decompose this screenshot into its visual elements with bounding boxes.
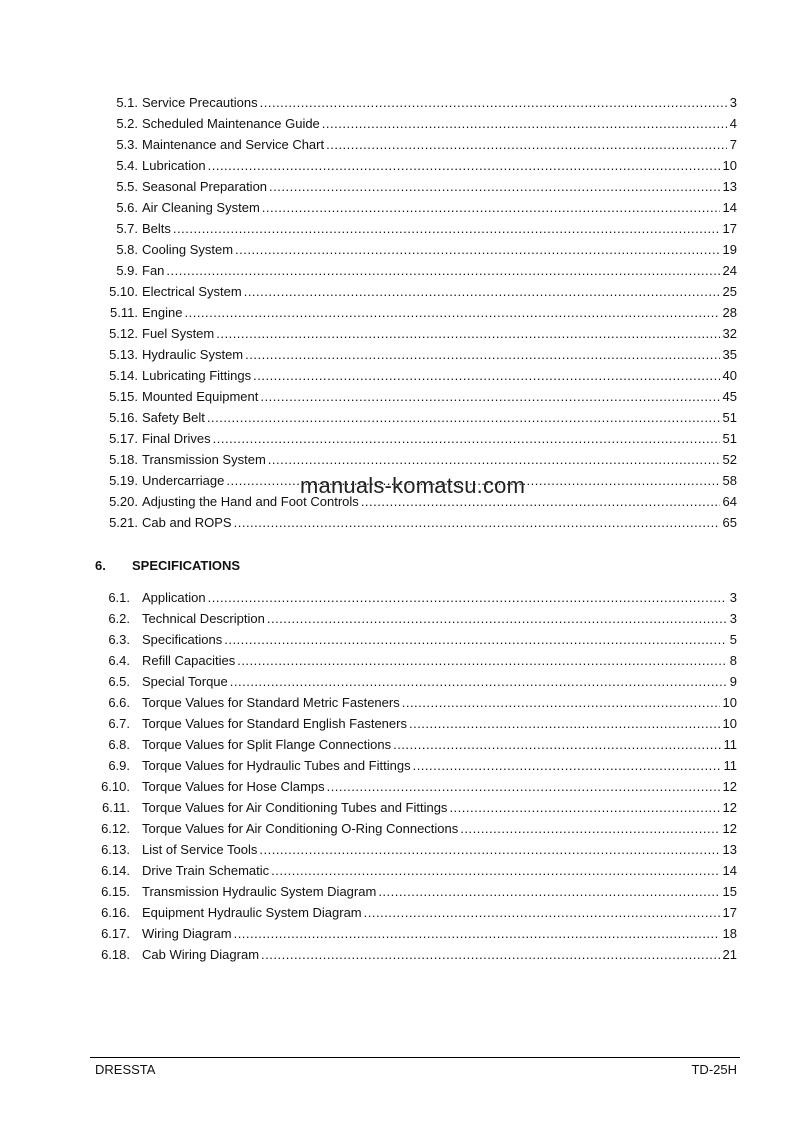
entry-title: Transmission System (142, 452, 266, 467)
toc-entry[interactable] (0, 386, 793, 407)
entry-title: Mounted Equipment (142, 389, 259, 404)
toc-entry[interactable] (0, 407, 793, 428)
entry-title: Torque Values for Hydraulic Tubes and Fittings (142, 758, 411, 773)
toc-entry[interactable] (0, 281, 793, 302)
entry-title: Adjusting the Hand and Foot Controls (142, 494, 359, 509)
dot-leader (409, 713, 720, 734)
dot-leader (460, 818, 719, 839)
entry-number: 6.7. (108, 716, 130, 731)
entry-title: Wiring Diagram (142, 926, 232, 941)
entry-page: 58 (722, 473, 737, 488)
dot-leader (261, 944, 719, 965)
entry-title: Fan (142, 263, 165, 278)
toc-entry[interactable] (0, 302, 793, 323)
toc-entry[interactable] (0, 92, 793, 113)
entry-title: Torque Values for Standard English Fasteners (142, 716, 407, 731)
entry-title: Torque Values for Air Conditioning O-Ring Connections (142, 821, 459, 836)
entry-page: 9 (729, 674, 737, 689)
entry-page: 12 (722, 779, 737, 794)
entry-title: Belts (142, 221, 171, 236)
entry-number: 6.2. (108, 611, 130, 626)
entry-page: 15 (722, 884, 737, 899)
entry-title: Service Precautions (142, 95, 258, 110)
dot-leader (230, 671, 727, 692)
dot-leader (364, 902, 720, 923)
entry-page: 32 (722, 326, 737, 341)
entry-number: 5.14. (109, 368, 138, 383)
entry-number: 5.1. (116, 95, 138, 110)
toc-entry[interactable] (0, 902, 793, 923)
entry-page: 10 (722, 716, 737, 731)
dot-leader (378, 881, 719, 902)
entry-page: 28 (722, 305, 737, 320)
dot-leader (322, 113, 727, 134)
toc-entry[interactable] (0, 776, 793, 797)
toc-entry[interactable] (0, 113, 793, 134)
entry-title: Specifications (142, 632, 223, 647)
toc-entry[interactable] (0, 365, 793, 386)
dot-leader (216, 323, 719, 344)
entry-page: 40 (722, 368, 737, 383)
entry-page: 64 (722, 494, 737, 509)
entry-number: 6.13. (101, 842, 130, 857)
entry-title: Drive Train Schematic (142, 863, 270, 878)
entry-number: 5.19. (109, 473, 138, 488)
entry-title: Torque Values for Standard Metric Fasteners (142, 695, 400, 710)
entry-page: 17 (722, 905, 737, 920)
dot-leader (224, 629, 727, 650)
toc-entry[interactable] (0, 629, 793, 650)
dot-leader (262, 197, 720, 218)
toc-entry[interactable] (0, 818, 793, 839)
dot-leader (166, 260, 719, 281)
entry-number: 5.18. (109, 452, 138, 467)
dot-leader (393, 734, 720, 755)
toc-entry[interactable] (0, 692, 793, 713)
dot-leader (449, 797, 719, 818)
entry-title: Refill Capacities (142, 653, 236, 668)
dot-leader (269, 176, 720, 197)
entry-number: 5.10. (109, 284, 138, 299)
entry-page: 25 (722, 284, 737, 299)
toc-entry[interactable] (0, 839, 793, 860)
entry-title: Transmission Hydraulic System Diagram (142, 884, 377, 899)
entry-number: 6.15. (101, 884, 130, 899)
entry-page: 7 (729, 137, 737, 152)
entry-title: Equipment Hydraulic System Diagram (142, 905, 362, 920)
entry-page: 19 (722, 242, 737, 257)
entry-number: 6.9. (108, 758, 130, 773)
toc-entry[interactable] (0, 671, 793, 692)
toc-entry[interactable] (0, 881, 793, 902)
entry-page: 4 (729, 116, 737, 131)
toc-entry[interactable] (0, 587, 793, 608)
entry-page: 14 (722, 200, 737, 215)
section-number: 6. (95, 558, 106, 573)
entry-page: 3 (729, 611, 737, 626)
footer-model: TD-25H (691, 1062, 737, 1077)
entry-page: 10 (722, 158, 737, 173)
dot-leader (260, 92, 727, 113)
toc-entry[interactable] (0, 197, 793, 218)
entry-page: 13 (722, 842, 737, 857)
entry-title: Cooling System (142, 242, 234, 257)
toc-entry[interactable] (0, 449, 793, 470)
entry-title: Maintenance and Service Chart (142, 137, 325, 152)
entry-page: 5 (729, 632, 737, 647)
toc-entry[interactable] (0, 176, 793, 197)
entry-title: List of Service Tools (142, 842, 258, 857)
toc-entry[interactable] (0, 428, 793, 449)
entry-page: 12 (722, 800, 737, 815)
entry-page: 51 (722, 431, 737, 446)
entry-page: 17 (722, 221, 737, 236)
entry-page: 3 (729, 590, 737, 605)
dot-leader (259, 839, 719, 860)
entry-title: Technical Description (142, 611, 265, 626)
toc-entry[interactable] (0, 944, 793, 965)
toc-entry[interactable] (0, 734, 793, 755)
entry-page: 13 (722, 179, 737, 194)
dot-leader (208, 155, 720, 176)
toc-entry[interactable] (0, 134, 793, 155)
toc-entry[interactable] (0, 923, 793, 944)
entry-number: 5.8. (116, 242, 138, 257)
entry-title: Torque Values for Air Conditioning Tubes and Fittings (142, 800, 448, 815)
dot-leader (267, 608, 727, 629)
entry-page: 11 (723, 737, 737, 752)
entry-number: 5.13. (109, 347, 138, 362)
entry-number: 6.12. (101, 821, 130, 836)
toc-entry[interactable] (0, 512, 793, 533)
entry-number: 5.9. (116, 263, 138, 278)
entry-number: 5.2. (116, 116, 138, 131)
entry-title: Scheduled Maintenance Guide (142, 116, 320, 131)
toc-entry[interactable] (0, 155, 793, 176)
dot-leader (268, 449, 720, 470)
entry-title: Special Torque (142, 674, 228, 689)
entry-number: 5.4. (116, 158, 138, 173)
entry-number: 6.10. (101, 779, 130, 794)
dot-leader (244, 281, 720, 302)
entry-number: 5.12. (109, 326, 138, 341)
dot-leader (207, 407, 720, 428)
toc-entry[interactable] (0, 713, 793, 734)
dot-leader (173, 218, 720, 239)
toc-entry[interactable] (0, 218, 793, 239)
entry-number: 6.11. (102, 800, 130, 815)
entry-page: 51 (722, 410, 737, 425)
entry-number: 6.16. (101, 905, 130, 920)
entry-title: Hydraulic System (142, 347, 244, 362)
toc-entry[interactable] (0, 260, 793, 281)
entry-page: 52 (722, 452, 737, 467)
dot-leader (326, 134, 727, 155)
entry-number: 5.6. (116, 200, 138, 215)
entry-number: 6.6. (108, 695, 130, 710)
entry-number: 5.15. (109, 389, 138, 404)
entry-page: 24 (722, 263, 737, 278)
entry-title: Cab Wiring Diagram (142, 947, 260, 962)
dot-leader (245, 344, 719, 365)
entry-title: Seasonal Preparation (142, 179, 268, 194)
entry-title: Undercarriage (142, 473, 225, 488)
entry-page: 35 (722, 347, 737, 362)
footer-brand: DRESSTA (95, 1062, 156, 1077)
dot-leader (235, 239, 719, 260)
toc-entry[interactable] (0, 239, 793, 260)
watermark: manuals-komatsu.com (300, 473, 526, 498)
entry-title: Air Cleaning System (142, 200, 260, 215)
entry-number: 6.1. (108, 590, 130, 605)
entry-number: 6.3. (108, 632, 130, 647)
dot-leader (260, 386, 719, 407)
dot-leader (184, 302, 719, 323)
footer-divider (90, 1057, 740, 1058)
entry-number: 5.3. (116, 137, 138, 152)
entry-number: 5.16. (109, 410, 138, 425)
entry-page: 65 (722, 515, 737, 530)
section-title: SPECIFICATIONS (132, 558, 241, 573)
entry-number: 5.20. (109, 494, 138, 509)
entry-title: Lubrication (142, 158, 206, 173)
toc-entry[interactable] (0, 323, 793, 344)
entry-page: 45 (722, 389, 737, 404)
dot-leader (234, 923, 720, 944)
toc-entry[interactable] (0, 797, 793, 818)
dot-leader (402, 692, 720, 713)
dot-leader (208, 587, 727, 608)
entry-title: Engine (142, 305, 183, 320)
entry-number: 5.5. (116, 179, 138, 194)
entry-page: 11 (723, 758, 737, 773)
toc-entry[interactable] (0, 650, 793, 671)
entry-title: Torque Values for Split Flange Connections (142, 737, 392, 752)
dot-leader (327, 776, 720, 797)
entry-number: 5.7. (116, 221, 138, 236)
section-heading-specifications (95, 558, 240, 573)
entry-title: Electrical System (142, 284, 242, 299)
entry-page: 12 (722, 821, 737, 836)
dot-leader (213, 428, 720, 449)
dot-leader (237, 650, 727, 671)
dot-leader (413, 755, 721, 776)
dot-leader (271, 860, 719, 881)
entry-number: 6.8. (108, 737, 130, 752)
entry-number: 6.14. (101, 863, 130, 878)
toc-entry[interactable] (0, 755, 793, 776)
dot-leader (234, 512, 720, 533)
dot-leader (253, 365, 719, 386)
entry-page: 14 (722, 863, 737, 878)
entry-number: 5.17. (109, 431, 138, 446)
entry-title: Lubricating Fittings (142, 368, 252, 383)
entry-page: 10 (722, 695, 737, 710)
entry-title: Safety Belt (142, 410, 205, 425)
toc-entry[interactable] (0, 344, 793, 365)
entry-page: 3 (729, 95, 737, 110)
entry-title: Final Drives (142, 431, 211, 446)
entry-page: 8 (729, 653, 737, 668)
toc-entry[interactable] (0, 608, 793, 629)
entry-page: 21 (722, 947, 737, 962)
entry-number: 6.4. (108, 653, 130, 668)
entry-number: 6.18. (101, 947, 130, 962)
entry-number: 6.17. (101, 926, 130, 941)
entry-title: Cab and ROPS (142, 515, 232, 530)
entry-title: Fuel System (142, 326, 215, 341)
entry-number: 5.11. (110, 305, 138, 320)
entry-number: 5.21. (109, 515, 138, 530)
entry-title: Torque Values for Hose Clamps (142, 779, 325, 794)
toc-entry[interactable] (0, 860, 793, 881)
entry-number: 6.5. (108, 674, 130, 689)
entry-title: Application (142, 590, 206, 605)
entry-page: 18 (722, 926, 737, 941)
